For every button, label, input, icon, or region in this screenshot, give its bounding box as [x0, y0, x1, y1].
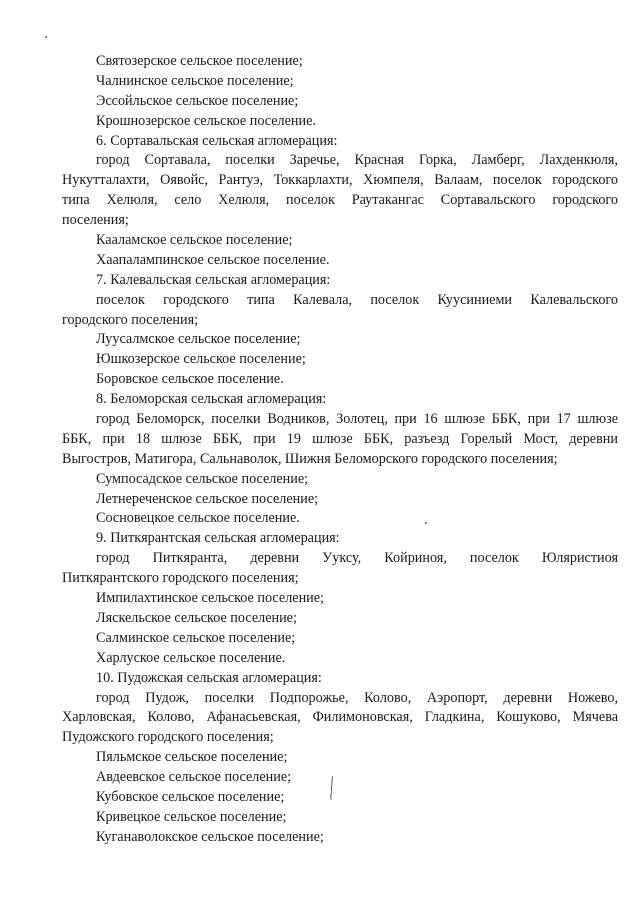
settlement-item: Кааламское сельское поселение; — [96, 232, 293, 249]
agglomeration-heading: 7. Калевальская сельская агломерация: — [96, 271, 331, 288]
settlement-item: Эссойльское сельское поселение; — [96, 92, 299, 109]
settlement-item: Боровское сельское поселение. — [96, 371, 284, 388]
agglomeration-heading: 8. Беломорская сельская агломерация: — [96, 391, 327, 408]
settlement-item: Импилахтинское сельское поселение; — [96, 590, 324, 607]
agglomeration-description: город Беломорск, поселки Водников, Золотец, при 16 шлюзе ББК, при 17 шлюзе — [96, 411, 618, 428]
scan-speck — [45, 36, 47, 38]
agglomeration-heading: 9. Питкярантская сельская агломерация: — [96, 530, 340, 547]
settlement-item: Хаапалампинское сельское поселение. — [96, 251, 330, 268]
agglomeration-description: типа Хелюля, село Хелюля, поселок Раутакангас Сортавальского городского — [62, 192, 618, 209]
settlement-item: Луусалмское сельское поселение; — [96, 331, 301, 348]
settlement-item: Сумпосадское сельское поселение; — [96, 470, 309, 487]
agglomeration-description: Нукутталахти, Оявойс, Рантуэ, Токкарлахти, Хюмпеля, Валаам, поселок городского — [62, 172, 618, 189]
agglomeration-description: город Питкяранта, деревни Ууксу, Койриноя, поселок Юляристиоя — [96, 550, 618, 567]
settlement-item: Авдеевское сельское поселение; — [96, 769, 292, 786]
settlement-item: Юшкозерское сельское поселение; — [96, 351, 306, 368]
settlement-item: Святозерское сельское поселение; — [96, 53, 303, 69]
agglomeration-description: городского поселения; — [62, 311, 199, 328]
settlement-item: Харлуское сельское поселение. — [96, 649, 286, 666]
settlement-item: Ляскельское сельское поселение; — [96, 609, 297, 626]
agglomeration-heading: 6. Сортавальская сельская агломерация: — [96, 132, 338, 149]
document-body — [62, 52, 618, 848]
settlement-item: Кубовское сельское поселение; — [96, 788, 285, 805]
agglomeration-description: Питкярантского городского поселения; — [62, 570, 299, 587]
agglomeration-heading: 10. Пудожская сельская агломерация: — [96, 669, 322, 686]
agglomeration-description: город Пудож, поселки Подпорожье, Колово, Аэропорт, деревни Ножево, — [96, 689, 618, 706]
agglomeration-description: поселения; — [62, 212, 129, 229]
settlement-item: Кривецкое сельское поселение; — [96, 808, 287, 825]
agglomeration-description: Харловская, Колово, Афанасьевская, Филимоновская, Гладкина, Кошуково, Мячева — [62, 709, 618, 726]
settlement-item: Салминское сельское поселение; — [96, 629, 296, 646]
agglomeration-description: ББК, при 18 шлюзе ББК, при 19 шлюзе ББК, разъезд Горелый Мост, деревни — [62, 430, 618, 447]
settlement-item: Летнереченское сельское поселение; — [96, 490, 319, 507]
agglomeration-description: поселок городского типа Калевала, поселок Куусиниеми Калевальского — [96, 291, 618, 308]
agglomeration-description: город Сортавала, поселки Заречье, Красная Горка, Ламберг, Лахденкюля, — [96, 152, 618, 169]
agglomeration-description: Выгостров, Матигора, Сальнаволок, Шижня Беломорского городского поселения; — [62, 450, 558, 467]
settlement-item: Куганаволокское сельское поселение; — [96, 828, 324, 845]
agglomeration-description: Пудожского городского поселения; — [62, 729, 274, 746]
settlement-item: Пяльмское сельское поселение; — [96, 749, 288, 766]
settlement-item: Чалнинское сельское поселение; — [96, 72, 294, 89]
settlement-item: Сосновецкое сельское поселение. — [96, 510, 300, 527]
scan-speck — [425, 522, 427, 524]
settlement-item: Крошнозерское сельское поселение. — [96, 112, 316, 129]
